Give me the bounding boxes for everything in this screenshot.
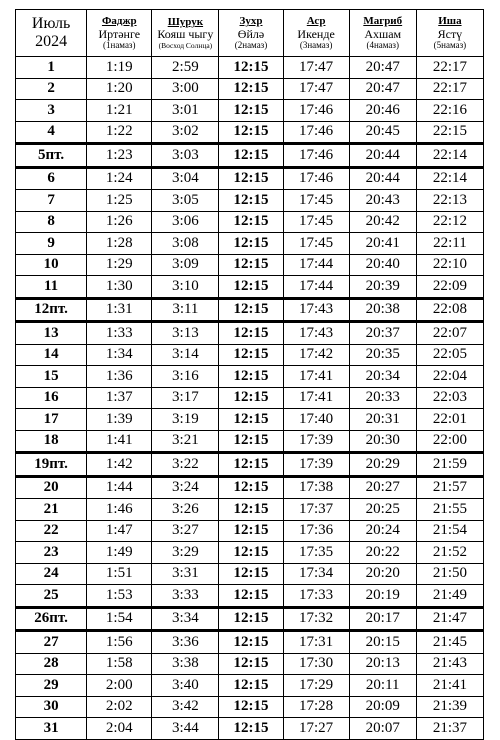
zuhr-time: 12:15 <box>219 233 283 255</box>
day-number: 9 <box>16 233 87 255</box>
zuhr-time: 12:15 <box>219 542 283 564</box>
shuruk-time: 3:29 <box>152 542 219 564</box>
shuruk-time: 3:22 <box>152 453 219 477</box>
asr-time: 17:35 <box>283 542 349 564</box>
asr-time: 17:38 <box>283 476 349 499</box>
year: 2024 <box>35 33 68 50</box>
fajr-time: 2:00 <box>87 675 152 697</box>
maghrib-time: 20:22 <box>349 542 416 564</box>
day-number: 15 <box>16 366 87 388</box>
shuruk-time: 3:01 <box>152 100 219 122</box>
zuhr-time: 12:15 <box>219 322 283 345</box>
shuruk-name: Шурук <box>167 16 204 29</box>
zuhr-note: (2намаз) <box>234 39 268 50</box>
table-row <box>16 254 484 276</box>
asr-time: 17:37 <box>283 499 349 521</box>
shuruk-time: 3:03 <box>152 144 219 168</box>
isha-time: 22:00 <box>416 430 483 453</box>
asr-time: 17:41 <box>283 387 349 409</box>
table-row <box>16 430 484 453</box>
maghrib-time: 20:43 <box>349 190 416 212</box>
asr-time: 17:36 <box>283 520 349 542</box>
asr-time: 17:27 <box>283 718 349 740</box>
shuruk-time: 3:09 <box>152 254 219 276</box>
shuruk-time: 3:11 <box>152 298 219 322</box>
asr-note: (3намаз) <box>299 39 333 50</box>
maghrib-time: 20:29 <box>349 453 416 477</box>
asr-time: 17:43 <box>283 298 349 322</box>
maghrib-time: 20:31 <box>349 409 416 431</box>
fajr-time: 1:34 <box>87 344 152 366</box>
isha-time: 22:13 <box>416 190 483 212</box>
shuruk-time: 3:13 <box>152 322 219 345</box>
table-row-friday <box>16 144 484 168</box>
table-row-friday <box>16 298 484 322</box>
shuruk-time: 3:33 <box>152 585 219 608</box>
day-number: 5пт. <box>16 144 87 168</box>
table-row <box>16 563 484 585</box>
shuruk-time: 3:31 <box>152 563 219 585</box>
isha-time: 22:17 <box>416 57 483 79</box>
zuhr-time: 12:15 <box>219 144 283 168</box>
asr-time: 17:45 <box>283 211 349 233</box>
zuhr-time: 12:15 <box>219 453 283 477</box>
fajr-time: 1:42 <box>87 453 152 477</box>
asr-time: 17:46 <box>283 144 349 168</box>
table-row-friday <box>16 607 484 631</box>
shuruk-time: 3:10 <box>152 276 219 299</box>
table-row <box>16 366 484 388</box>
table-row <box>16 78 484 100</box>
zuhr-time: 12:15 <box>219 167 283 190</box>
maghrib-time: 20:44 <box>349 167 416 190</box>
asr-time: 17:41 <box>283 366 349 388</box>
shuruk-time: 3:36 <box>152 631 219 654</box>
asr-time: 17:34 <box>283 563 349 585</box>
table-row <box>16 121 484 144</box>
fajr-time: 1:37 <box>87 387 152 409</box>
maghrib-time: 20:15 <box>349 631 416 654</box>
shuruk-time: 2:59 <box>152 57 219 79</box>
isha-time: 22:12 <box>416 211 483 233</box>
fajr-time: 1:33 <box>87 322 152 345</box>
isha-time: 22:05 <box>416 344 483 366</box>
isha-time: 22:14 <box>416 144 483 168</box>
day-number: 6 <box>16 167 87 190</box>
maghrib-time: 20:17 <box>349 607 416 631</box>
day-number: 4 <box>16 121 87 144</box>
zuhr-time: 12:15 <box>219 653 283 675</box>
shuruk-time: 3:00 <box>152 78 219 100</box>
maghrib-time: 20:25 <box>349 499 416 521</box>
maghrib-time: 20:20 <box>349 563 416 585</box>
day-number: 18 <box>16 430 87 453</box>
header-maghrib <box>349 10 416 57</box>
fajr-note: (1намаз) <box>103 39 136 50</box>
shuruk-time: 3:17 <box>152 387 219 409</box>
shuruk-time: 3:14 <box>152 344 219 366</box>
zuhr-time: 12:15 <box>219 57 283 79</box>
asr-time: 17:30 <box>283 653 349 675</box>
isha-time: 21:50 <box>416 563 483 585</box>
day-number: 7 <box>16 190 87 212</box>
table-row <box>16 57 484 79</box>
day-number: 30 <box>16 696 87 718</box>
maghrib-name: Магриб <box>363 15 403 28</box>
asr-time: 17:44 <box>283 254 349 276</box>
isha-time: 21:47 <box>416 607 483 631</box>
zuhr-time: 12:15 <box>219 520 283 542</box>
fajr-local-name: Иртәнге <box>98 26 141 41</box>
asr-time: 17:45 <box>283 233 349 255</box>
zuhr-time: 12:15 <box>219 696 283 718</box>
shuruk-time: 3:02 <box>152 121 219 144</box>
day-number: 25 <box>16 585 87 608</box>
day-number: 19пт. <box>16 453 87 477</box>
asr-time: 17:33 <box>283 585 349 608</box>
isha-time: 21:43 <box>416 653 483 675</box>
maghrib-time: 20:11 <box>349 675 416 697</box>
fajr-time: 1:39 <box>87 409 152 431</box>
shuruk-time: 3:08 <box>152 233 219 255</box>
asr-time: 17:46 <box>283 121 349 144</box>
table-row <box>16 409 484 431</box>
shuruk-time: 3:34 <box>152 607 219 631</box>
prayer-times-table <box>15 9 484 740</box>
shuruk-time: 3:44 <box>152 718 219 740</box>
day-number: 12пт. <box>16 298 87 322</box>
isha-time: 22:08 <box>416 298 483 322</box>
asr-time: 17:44 <box>283 276 349 299</box>
day-number: 27 <box>16 631 87 654</box>
day-rows <box>16 57 484 740</box>
isha-time: 21:41 <box>416 675 483 697</box>
shuruk-time: 3:04 <box>152 167 219 190</box>
zuhr-time: 12:15 <box>219 211 283 233</box>
asr-time: 17:31 <box>283 631 349 654</box>
fajr-time: 1:21 <box>87 100 152 122</box>
shuruk-time: 3:27 <box>152 520 219 542</box>
maghrib-time: 20:40 <box>349 254 416 276</box>
day-number: 21 <box>16 499 87 521</box>
asr-local-name: Икенде <box>297 26 335 41</box>
maghrib-time: 20:38 <box>349 298 416 322</box>
zuhr-time: 12:15 <box>219 190 283 212</box>
table-row <box>16 100 484 122</box>
month-header <box>16 10 87 57</box>
table-row <box>16 233 484 255</box>
isha-time: 22:17 <box>416 78 483 100</box>
table-row <box>16 520 484 542</box>
maghrib-time: 20:09 <box>349 696 416 718</box>
table-row <box>16 344 484 366</box>
maghrib-time: 20:07 <box>349 718 416 740</box>
fajr-time: 1:19 <box>87 57 152 79</box>
day-number: 16 <box>16 387 87 409</box>
maghrib-note: (4намаз) <box>366 39 399 50</box>
isha-time: 22:04 <box>416 366 483 388</box>
isha-time: 21:59 <box>416 453 483 477</box>
table-row <box>16 675 484 697</box>
zuhr-time: 12:15 <box>219 121 283 144</box>
day-number: 2 <box>16 78 87 100</box>
header-fajr <box>87 10 152 57</box>
isha-time: 21:57 <box>416 476 483 499</box>
maghrib-time: 20:44 <box>349 144 416 168</box>
maghrib-time: 20:19 <box>349 585 416 608</box>
maghrib-time: 20:27 <box>349 476 416 499</box>
fajr-time: 1:31 <box>87 298 152 322</box>
isha-time: 22:09 <box>416 276 483 299</box>
isha-time: 21:52 <box>416 542 483 564</box>
fajr-time: 1:53 <box>87 585 152 608</box>
header-asr <box>283 10 349 57</box>
header-isha <box>416 10 483 57</box>
maghrib-time: 20:24 <box>349 520 416 542</box>
maghrib-time: 20:42 <box>349 211 416 233</box>
fajr-time: 1:36 <box>87 366 152 388</box>
table-row <box>16 631 484 654</box>
day-number: 20 <box>16 476 87 499</box>
zuhr-time: 12:15 <box>219 100 283 122</box>
asr-time: 17:29 <box>283 675 349 697</box>
zuhr-time: 12:15 <box>219 387 283 409</box>
fajr-time: 1:26 <box>87 211 152 233</box>
table-row <box>16 585 484 608</box>
day-number: 8 <box>16 211 87 233</box>
maghrib-time: 20:46 <box>349 100 416 122</box>
day-number: 23 <box>16 542 87 564</box>
asr-time: 17:39 <box>283 453 349 477</box>
header-shuruk <box>152 10 219 57</box>
zuhr-time: 12:15 <box>219 499 283 521</box>
day-number: 31 <box>16 718 87 740</box>
day-number: 11 <box>16 276 87 299</box>
shuruk-time: 3:40 <box>152 675 219 697</box>
table-row <box>16 718 484 740</box>
asr-time: 17:28 <box>283 696 349 718</box>
zuhr-time: 12:15 <box>219 344 283 366</box>
shuruk-time: 3:42 <box>152 696 219 718</box>
table-row <box>16 276 484 299</box>
zuhr-time: 12:15 <box>219 607 283 631</box>
zuhr-time: 12:15 <box>219 430 283 453</box>
maghrib-time: 20:35 <box>349 344 416 366</box>
maghrib-time: 20:45 <box>349 121 416 144</box>
table-row <box>16 190 484 212</box>
day-number: 26пт. <box>16 607 87 631</box>
zuhr-time: 12:15 <box>219 298 283 322</box>
fajr-time: 1:23 <box>87 144 152 168</box>
day-number: 29 <box>16 675 87 697</box>
zuhr-time: 12:15 <box>219 476 283 499</box>
fajr-time: 1:22 <box>87 121 152 144</box>
zuhr-time: 12:15 <box>219 631 283 654</box>
isha-local-name: Ястү <box>437 26 463 41</box>
fajr-time: 1:46 <box>87 499 152 521</box>
fajr-time: 1:58 <box>87 653 152 675</box>
table-row <box>16 542 484 564</box>
shuruk-time: 3:05 <box>152 190 219 212</box>
day-number: 28 <box>16 653 87 675</box>
fajr-time: 1:28 <box>87 233 152 255</box>
isha-time: 21:54 <box>416 520 483 542</box>
shuruk-time: 3:38 <box>152 653 219 675</box>
fajr-time: 1:47 <box>87 520 152 542</box>
zuhr-time: 12:15 <box>219 563 283 585</box>
isha-time: 21:39 <box>416 696 483 718</box>
isha-time: 22:07 <box>416 322 483 345</box>
asr-time: 17:39 <box>283 430 349 453</box>
isha-time: 21:45 <box>416 631 483 654</box>
isha-time: 22:15 <box>416 121 483 144</box>
fajr-time: 2:02 <box>87 696 152 718</box>
zuhr-time: 12:15 <box>219 675 283 697</box>
fajr-time: 1:51 <box>87 563 152 585</box>
zuhr-time: 12:15 <box>219 366 283 388</box>
day-number: 13 <box>16 322 87 345</box>
fajr-name: Фаджр <box>101 15 137 28</box>
shuruk-time: 3:26 <box>152 499 219 521</box>
zuhr-time: 12:15 <box>219 276 283 299</box>
table-row <box>16 499 484 521</box>
asr-time: 17:46 <box>283 100 349 122</box>
table-row <box>16 387 484 409</box>
fajr-time: 1:44 <box>87 476 152 499</box>
isha-time: 22:11 <box>416 233 483 255</box>
maghrib-time: 20:33 <box>349 387 416 409</box>
fajr-time: 1:56 <box>87 631 152 654</box>
fajr-time: 1:29 <box>87 254 152 276</box>
isha-time: 22:16 <box>416 100 483 122</box>
shuruk-time: 3:21 <box>152 430 219 453</box>
asr-time: 17:40 <box>283 409 349 431</box>
shuruk-note: (Восход Солнца) <box>158 40 213 50</box>
maghrib-time: 20:34 <box>349 366 416 388</box>
zuhr-time: 12:15 <box>219 78 283 100</box>
day-number: 10 <box>16 254 87 276</box>
day-number: 14 <box>16 344 87 366</box>
isha-time: 22:03 <box>416 387 483 409</box>
prayer-schedule-sheet <box>15 9 484 740</box>
day-number: 3 <box>16 100 87 122</box>
shuruk-time: 3:19 <box>152 409 219 431</box>
fajr-time: 1:41 <box>87 430 152 453</box>
table-row <box>16 167 484 190</box>
maghrib-time: 20:39 <box>349 276 416 299</box>
maghrib-time: 20:13 <box>349 653 416 675</box>
fajr-time: 1:49 <box>87 542 152 564</box>
isha-time: 21:49 <box>416 585 483 608</box>
maghrib-time: 20:37 <box>349 322 416 345</box>
isha-time: 22:14 <box>416 167 483 190</box>
table-row <box>16 211 484 233</box>
fajr-time: 2:04 <box>87 718 152 740</box>
isha-time: 21:55 <box>416 499 483 521</box>
asr-time: 17:42 <box>283 344 349 366</box>
zuhr-local-name: Өйлә <box>237 26 265 41</box>
maghrib-time: 20:41 <box>349 233 416 255</box>
table-header-row <box>16 10 484 57</box>
zuhr-time: 12:15 <box>219 254 283 276</box>
day-number: 22 <box>16 520 87 542</box>
shuruk-local-name: Кояш чыгу <box>157 27 214 42</box>
maghrib-local-name: Ахшам <box>364 26 402 41</box>
fajr-time: 1:20 <box>87 78 152 100</box>
day-number: 1 <box>16 57 87 79</box>
maghrib-time: 20:30 <box>349 430 416 453</box>
fajr-time: 1:54 <box>87 607 152 631</box>
zuhr-name: Зухр <box>239 15 263 28</box>
fajr-time: 1:25 <box>87 190 152 212</box>
zuhr-time: 12:15 <box>219 409 283 431</box>
fajr-time: 1:30 <box>87 276 152 299</box>
shuruk-time: 3:16 <box>152 366 219 388</box>
maghrib-time: 20:47 <box>349 78 416 100</box>
asr-time: 17:45 <box>283 190 349 212</box>
asr-time: 17:47 <box>283 78 349 100</box>
isha-time: 22:10 <box>416 254 483 276</box>
month-name: Июль <box>31 14 71 32</box>
table-row <box>16 476 484 499</box>
isha-time: 22:01 <box>416 409 483 431</box>
isha-name: Иша <box>438 15 462 28</box>
maghrib-time: 20:47 <box>349 57 416 79</box>
asr-name: Аср <box>306 15 326 28</box>
asr-time: 17:47 <box>283 57 349 79</box>
header-zuhr <box>219 10 283 57</box>
zuhr-time: 12:15 <box>219 718 283 740</box>
table-row <box>16 653 484 675</box>
asr-time: 17:46 <box>283 167 349 190</box>
shuruk-time: 3:24 <box>152 476 219 499</box>
isha-time: 21:37 <box>416 718 483 740</box>
day-number: 24 <box>16 563 87 585</box>
asr-time: 17:32 <box>283 607 349 631</box>
table-row <box>16 322 484 345</box>
isha-note: (5намаз) <box>433 39 467 50</box>
asr-time: 17:43 <box>283 322 349 345</box>
day-number: 17 <box>16 409 87 431</box>
zuhr-time: 12:15 <box>219 585 283 608</box>
fajr-time: 1:24 <box>87 167 152 190</box>
shuruk-time: 3:06 <box>152 211 219 233</box>
table-row-friday <box>16 453 484 477</box>
